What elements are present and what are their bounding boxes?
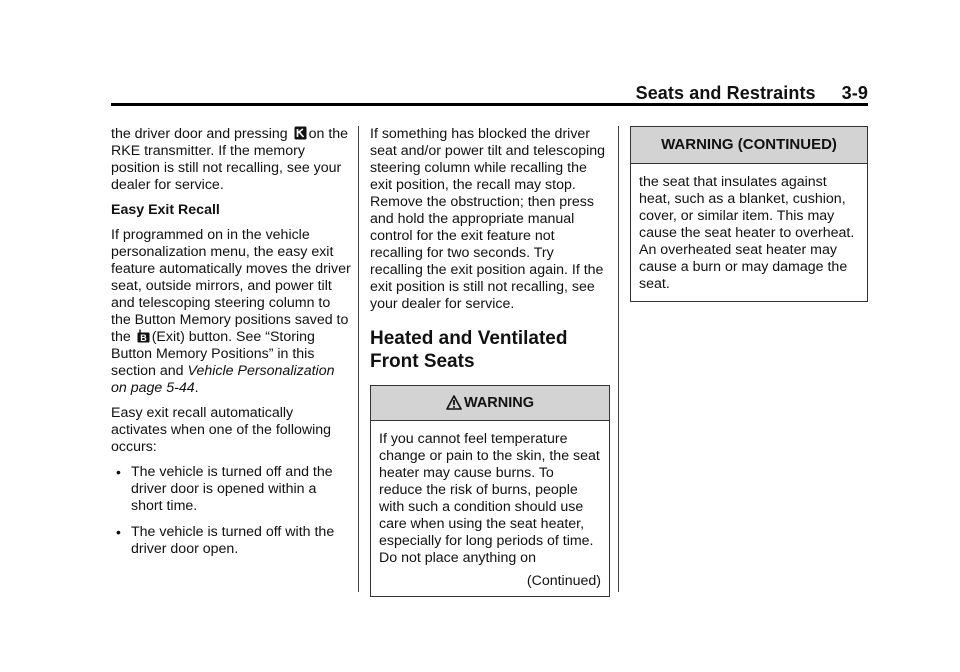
warning-box-continued <box>630 126 868 302</box>
warning-box <box>370 385 610 597</box>
exit-b-icon <box>137 329 150 343</box>
header-rule <box>111 103 868 106</box>
page-header <box>0 83 868 104</box>
warning-title: WARNING (CONTINUED) <box>631 127 867 164</box>
subheading: Easy Exit Recall <box>111 202 220 218</box>
list-item: • The vehicle is turned off with the driver door open. <box>116 524 335 557</box>
column-1 <box>111 126 351 567</box>
key-fob-icon <box>294 126 307 140</box>
column-divider <box>358 126 359 592</box>
bullet-icon: • <box>116 524 121 540</box>
column-divider <box>618 126 619 592</box>
column-3 <box>630 126 868 302</box>
list-item: • The vehicle is turned off and the driver door is opened within a short time. <box>116 464 333 514</box>
warning-title: WARNING <box>371 386 609 421</box>
paragraph: the driver door and pressing on the RKE transmitter. If the memory position is still not recalling, see your dealer for service. <box>111 126 349 193</box>
paragraph: If something has blocked the driver seat and/or power tilt and telescoping steering column while recalling the exit position, the recall may stop. Remove the obstruction; then press and hold the appropriate manual control for the exit feature not recalling for two seconds. Try recalling the exit position again. If the exit position is still not recalling, see your dealer for service. <box>370 126 606 312</box>
warning-triangle-icon <box>446 395 462 410</box>
svg-text:B: B <box>139 333 147 343</box>
bullet-list <box>111 464 351 558</box>
paragraph: Easy exit recall automatically activates when one of the following occurs: <box>111 405 332 455</box>
page-number: 3-9 <box>841 83 868 103</box>
bullet-icon: • <box>116 464 121 480</box>
section-name: Seats and Restraints <box>635 83 816 103</box>
paragraph: If programmed on in the vehicle personalization menu, the easy exit feature automatically moves the driver seat, outside mirrors, and power tilt and telescoping steering column to the Button Memory positions saved to the B (Exit) button. See “Storing Button Memory Positions” in this section and Vehicle Personalization on page 5-44. <box>111 227 351 396</box>
section-title: Heated and Ventilated Front Seats <box>370 328 568 372</box>
cross-reference[interactable]: Vehicle Personalization on page 5-44 <box>111 363 335 396</box>
continued-label: (Continued) <box>526 573 601 589</box>
warning-body: If you cannot feel temperature change or pain to the skin, the seat heater may cause burns. To reduce the risk of burns, people with such a condition should use care when using the seat heater, especially for long periods of time. Do not place anything on (Continued) <box>379 431 601 589</box>
column-2 <box>370 126 610 597</box>
warning-body: the seat that insulates against heat, such as a blanket, cushion, cover, or similar item. This may cause the seat heater to overheat. An overheated seat heater may cause a burn or may damage the seat. <box>639 174 855 292</box>
